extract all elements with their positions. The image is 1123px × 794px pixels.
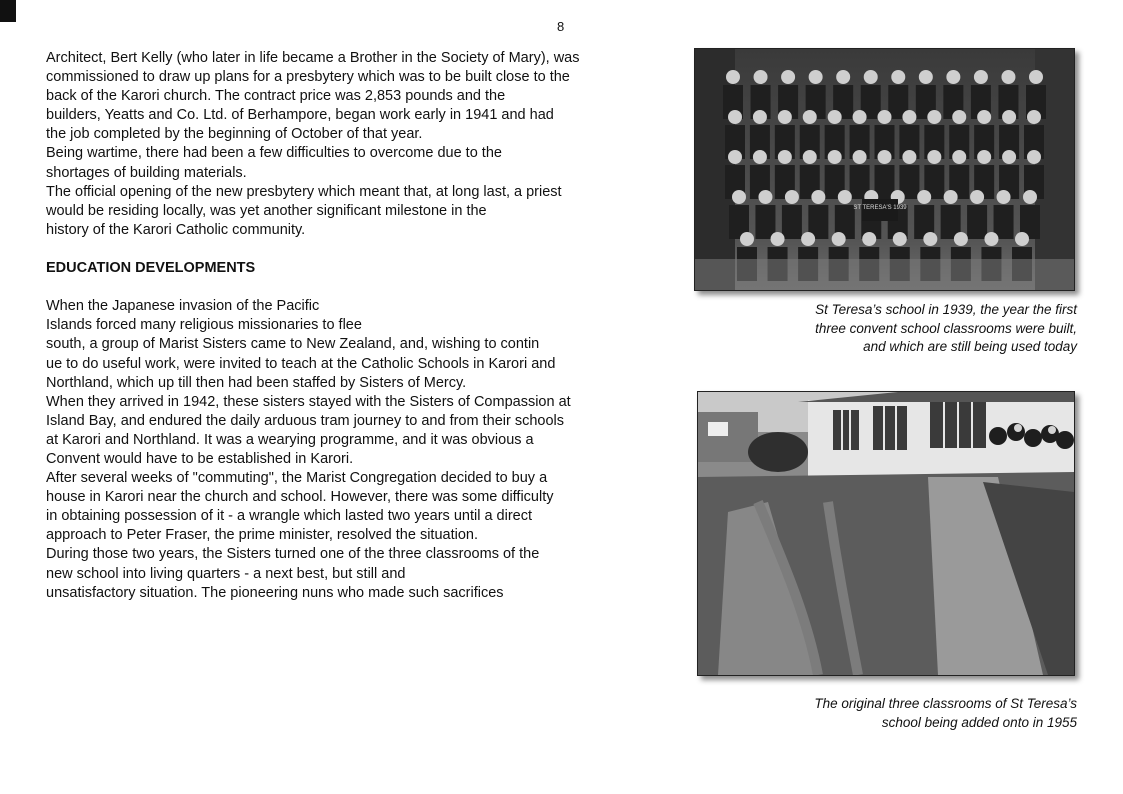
body-line: builders, Yeatts and Co. Ltd. of Berhampore, began work early in 1941 and had [46,107,554,124]
section-line: During those two years, the Sisters turned one of the three classrooms of the [46,546,540,563]
section-line: south, a group of Marist Sisters came to New Zealand, and, wishing to contin [46,336,540,353]
caption-line: and which are still being used today [863,339,1077,354]
section-line: When the Japanese invasion of the Pacific [46,298,320,315]
section-line: new school into living quarters - a next best, but still and [46,565,406,582]
page-corner-mark [0,0,16,22]
caption-line: three convent school classrooms were built, [815,320,1077,336]
page-number: 8 [557,19,565,34]
section-line: ue to do useful work, were invited to teach at the Catholic Schools in Karori and [46,355,556,372]
section-line: house in Karori near the church and school. However, there was some difficulty [46,489,554,506]
body-line: would be residing locally, was yet another significant milestone in the [46,202,487,219]
caption-line: school being added onto in 1955 [881,714,1077,730]
body-line: Architect, Bert Kelly (who later in life became a Brother in the Society of Mary), was [46,50,580,66]
photo2-caption [760,695,1077,732]
section-line: at Karori and Northland. It was a wearying programme, and it was obvious a [46,431,534,448]
body-line: back of the Karori church. The contract price was 2,853 pounds and the [46,88,506,105]
body-line: The official opening of the new presbytery which meant that, at long last, a priest [46,183,562,200]
photo1-caption [760,301,1077,357]
school-class-1939-photo [694,48,1075,291]
body-line: history of the Karori Catholic community. [46,221,306,238]
section-line: unsatisfactory situation. The pioneering nuns who made such sacrifices [46,584,504,601]
section-line: Islands forced many religious missionaries to flee [46,317,362,334]
section-line: Northland, which up till then had been staffed by Sisters of Mercy. [46,374,467,391]
caption-line: The original three classrooms of St Teresa’s [814,696,1077,711]
body-line: Being wartime, there had been a few difficulties to overcome due to the [46,145,502,162]
section-line: Island Bay, and endured the daily arduous tram journey to and from their schools [46,412,564,429]
classrooms-1955-photo [697,391,1075,676]
section-line: in obtaining possession of it - a wrangle which lasted two years until a direct [46,508,533,525]
section-line: When they arrived in 1942, these sisters stayed with the Sisters of Compassion at [46,393,571,410]
caption-line: St Teresa’s school in 1939, the year the first [815,302,1077,317]
body-line: the job completed by the beginning of October of that year. [46,126,423,143]
section-line: After several weeks of "commuting", the Marist Congregation decided to buy a [46,470,548,487]
body-line: commissioned to draw up plans for a presbytery which was to be built close to the [46,69,570,86]
section-line: Convent would have to be established in Karori. [46,450,354,467]
main-text-column [46,49,646,603]
body-line: shortages of building materials. [46,164,247,181]
section-heading: EDUCATION DEVELOPMENTS [46,260,256,277]
section-line: approach to Peter Fraser, the prime minister, resolved the situation. [46,527,478,544]
class-sign-text: ST TERESA'S 1939 [853,205,907,211]
